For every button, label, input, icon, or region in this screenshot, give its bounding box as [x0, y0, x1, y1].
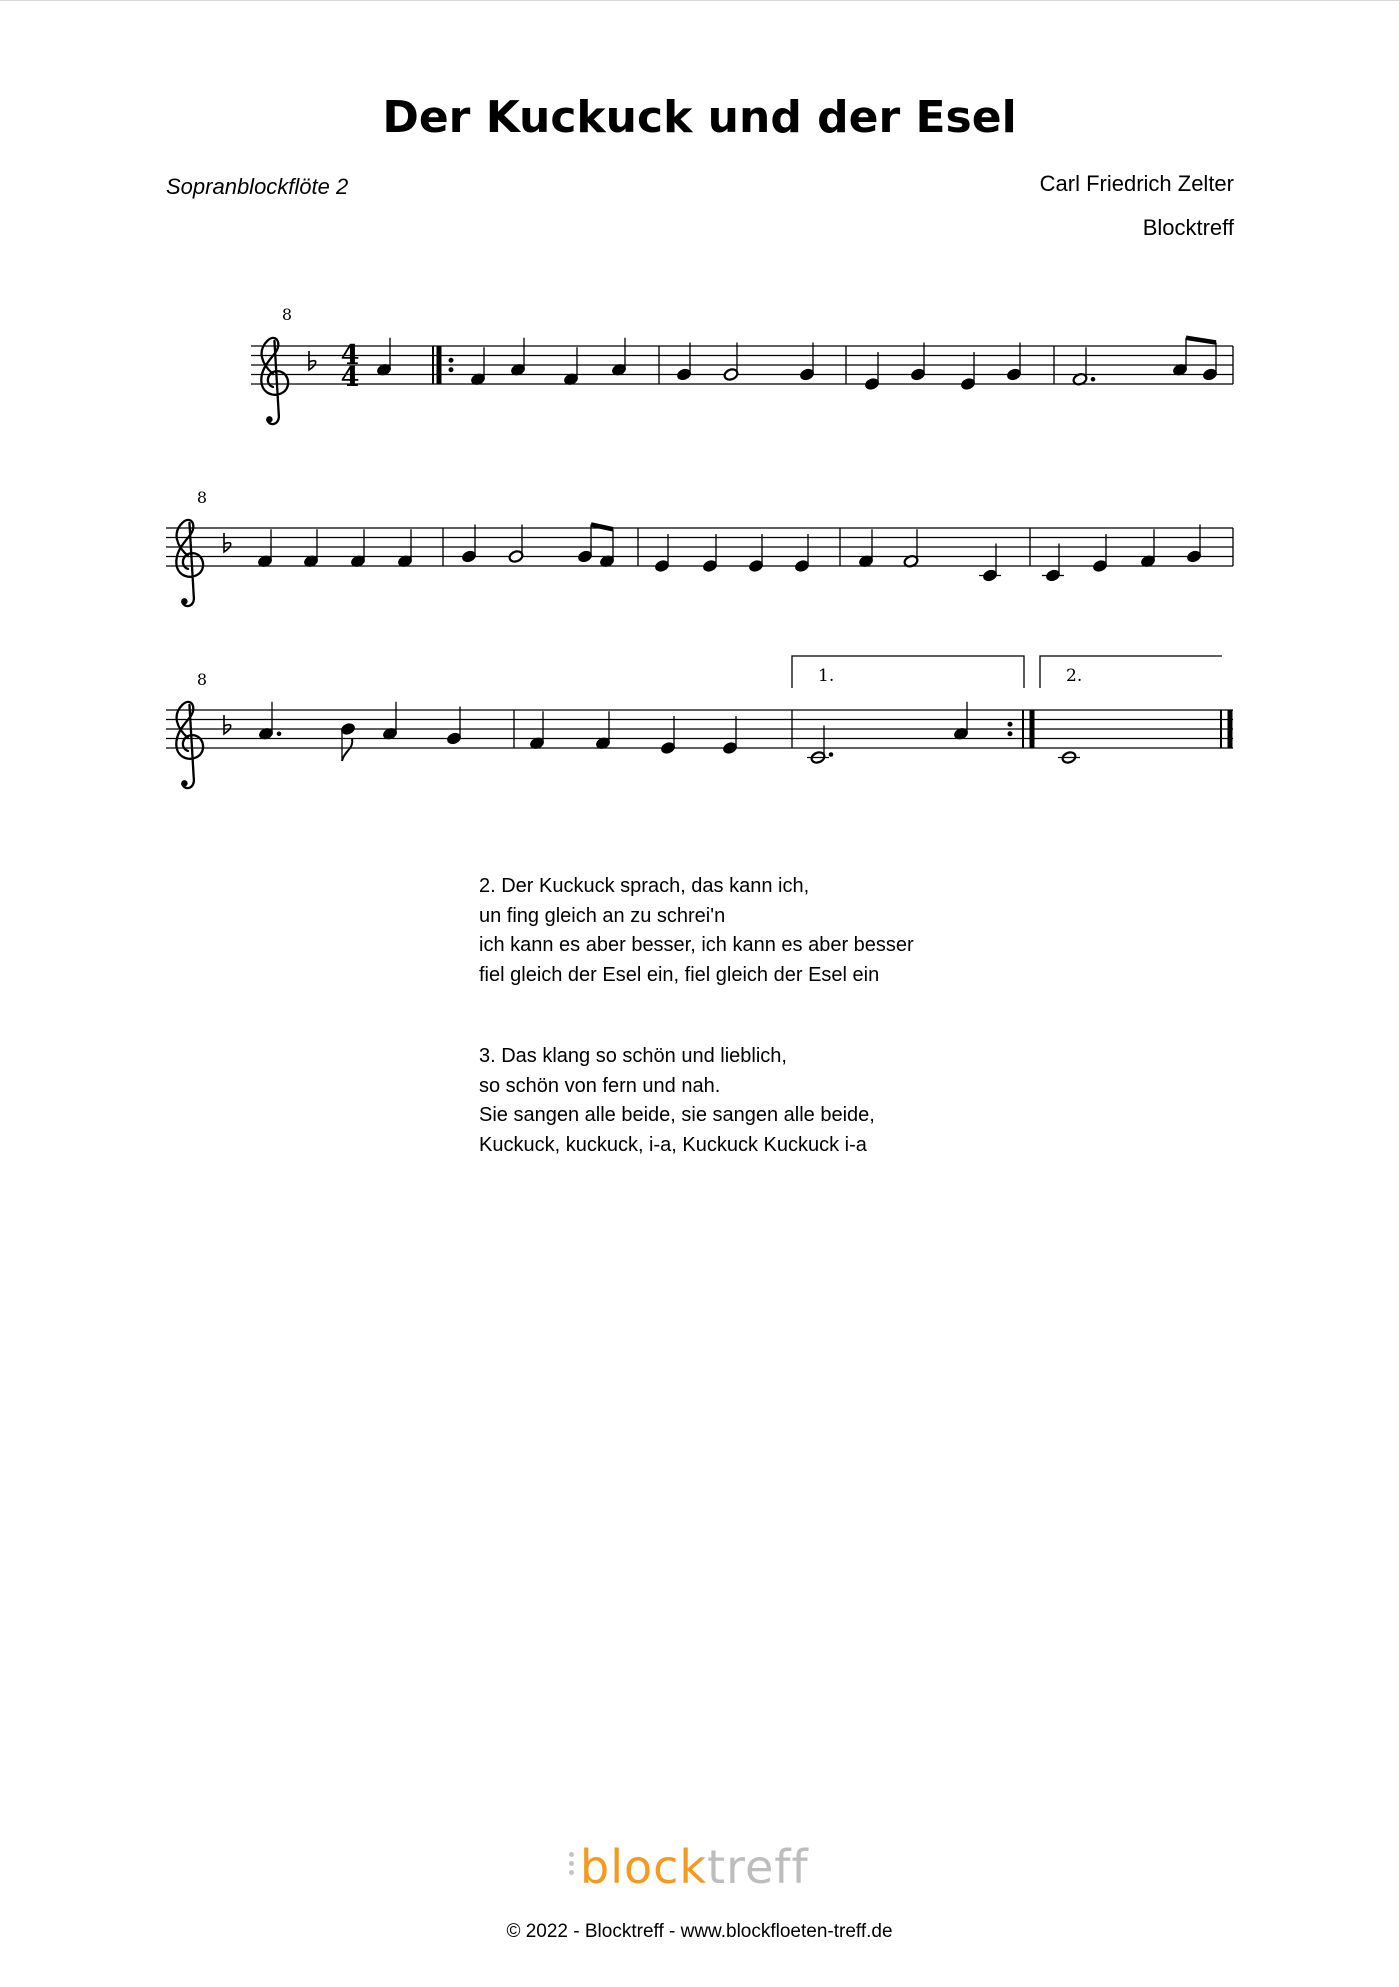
footer-copyright: © 2022 - Blocktreff - www.blockfloeten-treff.de [506, 1921, 893, 1942]
repeat-dot [449, 358, 454, 363]
verse-line: fiel gleich der Esel ein, fiel gleich der Esel ein [479, 963, 880, 986]
instrument-label: Sopranblockflöte 2 [166, 174, 349, 199]
verse-line: un fing gleich an zu schrei'n [479, 904, 726, 927]
verse-line: Kuckuck, kuckuck, i-a, Kuckuck Kuckuck i-a [479, 1133, 867, 1156]
clef-octave-1: 8 [281, 305, 293, 324]
key-flat-icon [224, 533, 231, 552]
note-beam [1186, 338, 1216, 343]
note-dot [1091, 377, 1096, 382]
note-dot [277, 731, 282, 736]
page-title: Der Kuckuck und der Esel [382, 92, 1017, 143]
key-flat-icon [224, 715, 231, 734]
logo-dots-icon [566, 1852, 578, 1879]
repeat-dot [1008, 722, 1013, 727]
verse-line: 3. Das klang so schön und lieblich, [479, 1045, 787, 1067]
key-flat-icon [309, 351, 316, 370]
note-dot [829, 752, 834, 757]
treble-clef-icon [176, 520, 203, 606]
verse-line: so schön von fern und nah. [479, 1074, 721, 1097]
logo-part-block: block [580, 1840, 708, 1894]
verse-line: Sie sangen alle beide, sie sangen alle beide, [479, 1104, 875, 1126]
composer-label: Carl Friedrich Zelter [1039, 171, 1234, 196]
treble-clef-icon [176, 702, 203, 788]
verse-line: 2. Der Kuckuck sprach, das kann ich, [479, 875, 810, 897]
clef-octave-2: 8 [196, 488, 208, 507]
note-flag [342, 739, 352, 761]
repeat-dot [1008, 731, 1013, 736]
verse-3 [479, 1042, 875, 1160]
repeat-dot [449, 367, 454, 372]
time-sig-top: 4 [340, 340, 360, 371]
verse-line: ich kann es aber besser, ich kann es aber besser [479, 934, 914, 956]
arranger-label: Blocktreff [1142, 215, 1234, 240]
logo-part-treff: treff [707, 1840, 809, 1894]
blocktreff-logo [566, 1840, 816, 1900]
volta-1-label: 1. [818, 666, 835, 686]
time-sig-bottom: 4 [340, 362, 360, 393]
sheet-music-score [0, 0, 1399, 800]
treble-clef-icon [261, 338, 288, 424]
clef-octave-3: 8 [196, 670, 208, 689]
volta-2-label: 2. [1066, 666, 1083, 686]
verse-2 [479, 872, 914, 990]
